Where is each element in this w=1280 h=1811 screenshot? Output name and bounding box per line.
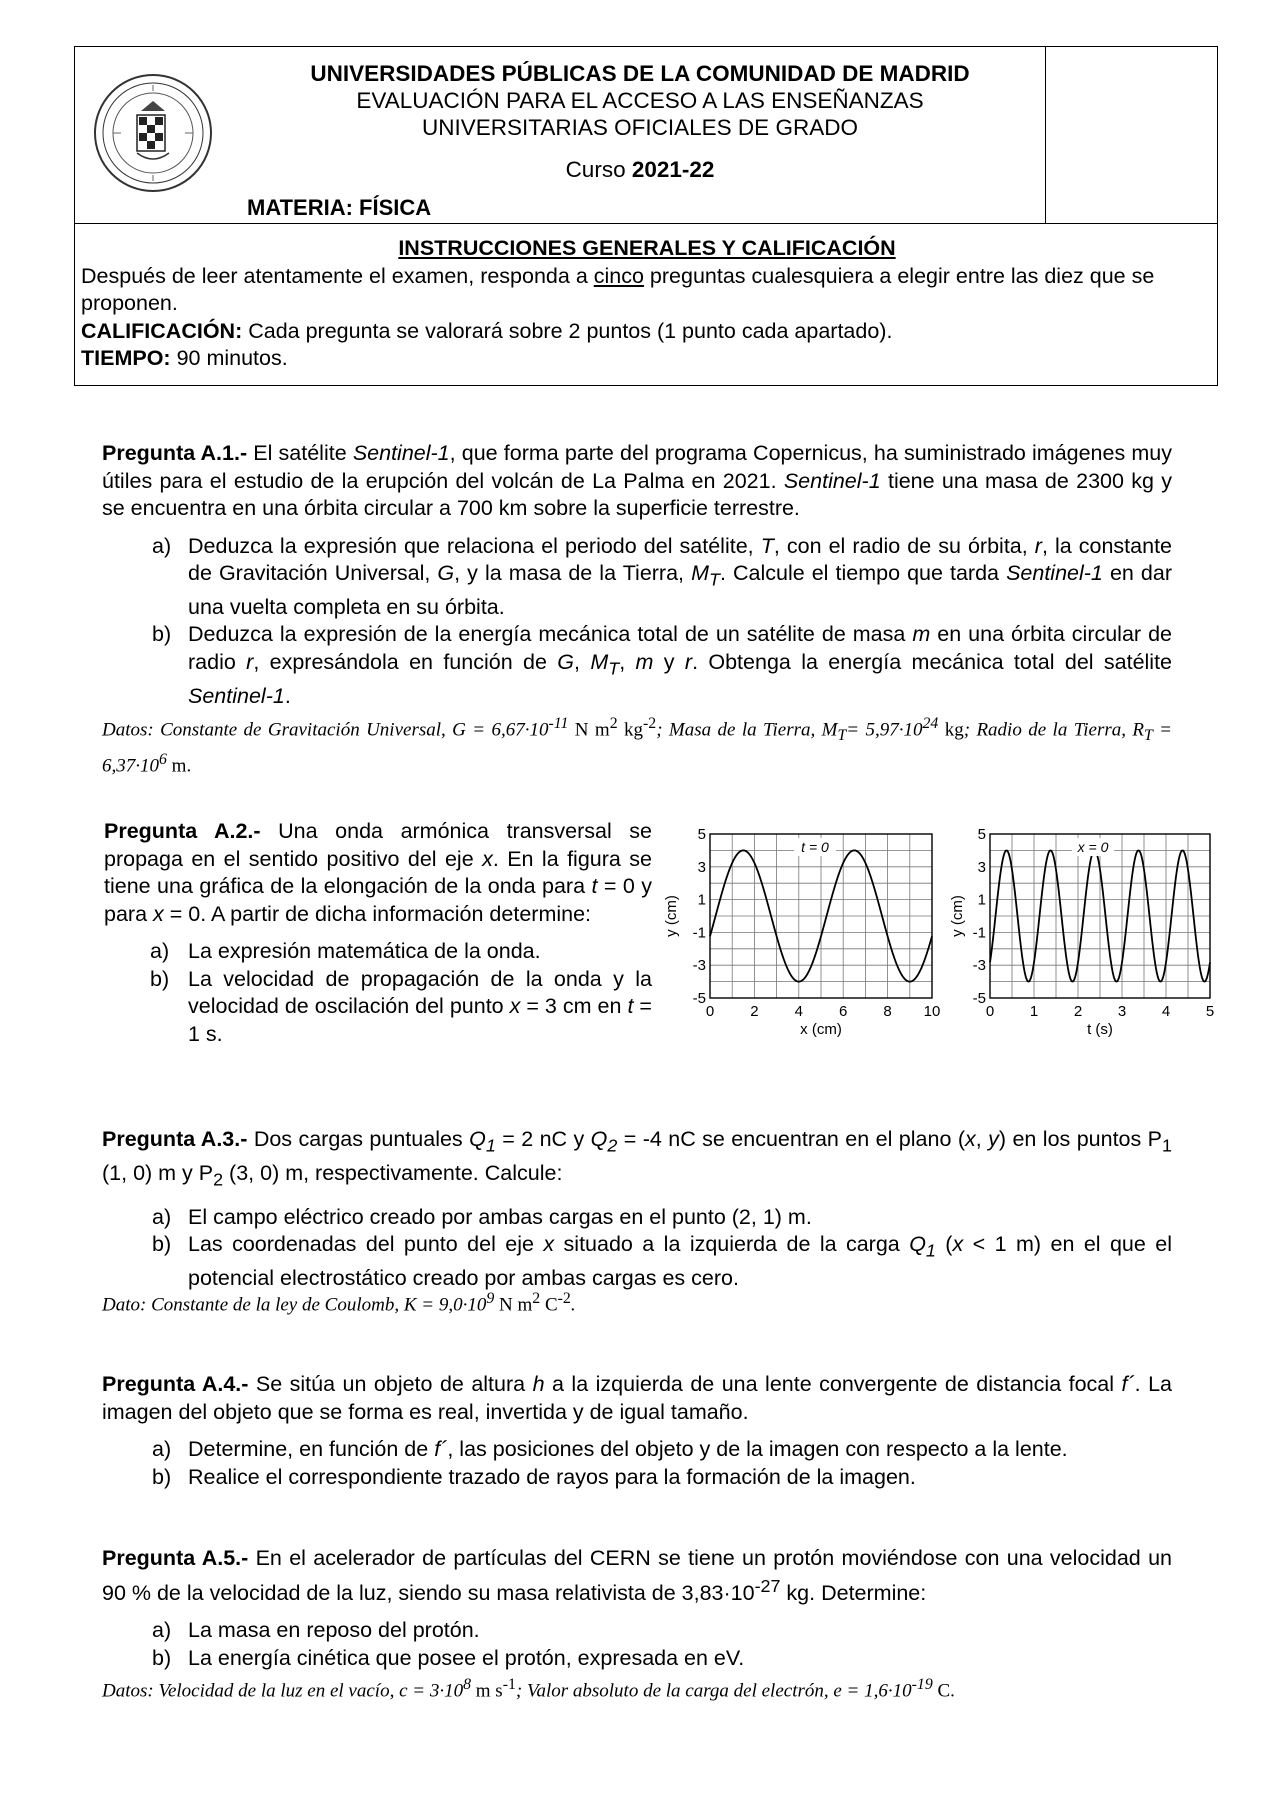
q1-d2: ; Masa de la Tierra, M [656, 719, 838, 741]
q1-a-sat: Sentinel-1 [1006, 561, 1103, 585]
q3-p1: 1 [1162, 1135, 1172, 1156]
q3-t2: = 2 nC y [495, 1127, 591, 1151]
q3-bQ1: 1 [925, 1240, 936, 1261]
q3-label: Pregunta A.3.- [102, 1127, 248, 1151]
time [81, 345, 1213, 373]
q1-a1: Deduzca la expresión que relaciona el periodo del satélite, [188, 533, 761, 558]
q2-t3: = 0 y para [104, 874, 652, 926]
q1-ar: r [1034, 533, 1042, 558]
y-tick-label: 1 [697, 891, 706, 909]
q4-f: f´ [1121, 1372, 1135, 1396]
university-seal-icon [91, 71, 215, 195]
x-tick-label: 2 [750, 1003, 759, 1020]
q4-label: Pregunta A.4.- [102, 1372, 249, 1396]
q5-d2: ; Valor absoluto de la carga del electrón, e = 1,6·10 [515, 1680, 912, 1702]
q4-b-mark: b) [152, 1464, 172, 1489]
q3-bx2: x [952, 1232, 964, 1257]
q1-d3-u: m. [166, 755, 192, 777]
q5-t1: En el acelerador de partículas del CERN se tiene un protón moviéndose con una velocidad un 90 % de la velocidad de la luz, siendo su masa relativista de 3,83·10 [102, 1546, 1172, 1605]
x-tick-label: 3 [1117, 1003, 1127, 1020]
q2-b-mark: b) [150, 966, 170, 991]
q3-b2: situado a la izquierda de la carga [554, 1232, 910, 1257]
header-right-cell [1045, 47, 1217, 223]
q3-b-mark: b) [152, 1232, 172, 1257]
subject: MATERIA: FÍSICA [247, 195, 432, 220]
q1-a3: , la constante de Gravitación Universal, [188, 533, 1173, 585]
wave-chart-t0 [662, 828, 952, 1060]
question-a4 [102, 1371, 1172, 1491]
q3-x: x [964, 1127, 976, 1151]
q4-b: Realice el correspondiente trazado de rayos para la formación de la imagen. [188, 1464, 916, 1489]
time-text: 90 minutos. [170, 346, 288, 370]
q1-aMsub: T [709, 569, 720, 590]
q5-items [102, 1617, 1172, 1672]
course-value: 2021-22 [631, 157, 715, 182]
x-axis-label: t (s) [1087, 1021, 1113, 1038]
q1-d2b: = 5,97·10 [846, 719, 923, 741]
q5-t2: kg. Determine: [780, 1580, 927, 1605]
q5-item-a [102, 1617, 1172, 1645]
q1-b-mark: b) [152, 622, 172, 647]
q1-statement [102, 440, 1172, 523]
q1-b5: , [619, 649, 636, 674]
y-tick-label: 3 [977, 858, 986, 876]
time-label: TIEMPO: [81, 346, 171, 370]
q3-item-a [102, 1204, 1172, 1232]
instr-underlined: cinco [593, 263, 644, 288]
question-a5 [102, 1545, 1172, 1672]
q2-bt: t [627, 994, 634, 1018]
q3-Qb: Q [590, 1127, 608, 1151]
y-tick-label: 3 [697, 858, 706, 876]
q2-a: La expresión matemática de la onda. [188, 939, 541, 963]
question-a3 [102, 1126, 1172, 1292]
q3-t1: Dos cargas puntuales [247, 1127, 470, 1151]
q5-d1-u: m s [471, 1680, 503, 1702]
wave-chart-x0 [948, 828, 1228, 1060]
header-line-1: UNIVERSIDADES PÚBLICAS DE LA COMUNIDAD DE MADRID [310, 61, 970, 86]
q3-y: y [988, 1127, 999, 1151]
q5-b-mark: b) [152, 1645, 172, 1670]
q2-label: Pregunta A.2.- [104, 819, 261, 843]
q4-a-mark: a) [152, 1437, 172, 1461]
q1-b3: , expresándola en función de [253, 649, 558, 674]
q2-x: x [482, 846, 493, 871]
q5-b: La energía cinética que posee el protón, expresada en eV. [188, 1645, 745, 1670]
q1-b8: . [284, 683, 291, 708]
q1-d1: Datos: Constante de Gravitación Universal, G = 6,67·10 [102, 719, 549, 741]
x-tick-label: 10 [923, 1003, 941, 1020]
q1-bM: M [590, 649, 609, 674]
q1-b1: Deduzca la expresión de la energía mecánica total de un satélite de masa [188, 622, 913, 647]
q1-d1-exp: -11 [548, 715, 569, 732]
x-tick-label: 0 [985, 1003, 995, 1020]
q3-p2: 2 [213, 1169, 224, 1190]
q3-t4: , [975, 1127, 989, 1151]
q3-b1: Las coordenadas del punto del eje [188, 1232, 544, 1257]
q3-b4: < 1 m) en el que el potencial electrostático creado por ambas cargas es cero. [188, 1232, 1173, 1290]
x-tick-label: 1 [1029, 1003, 1039, 1020]
q3-t5: ) en los puntos P [998, 1127, 1163, 1151]
q2-item-a [104, 938, 652, 966]
q2-item-b [104, 966, 652, 1049]
q5-d2-exp: -19 [911, 1676, 933, 1693]
y-tick-label: -3 [972, 957, 986, 975]
x-tick-label: 0 [705, 1003, 715, 1020]
q1-a4: , y la masa de la Tierra, [454, 561, 692, 585]
y-tick-label: 1 [977, 891, 986, 909]
y-tick-label: -5 [692, 990, 706, 1007]
instructions-title: INSTRUCCIONES GENERALES Y CALIFICACIÓN [398, 236, 896, 260]
q2-a-mark: a) [150, 939, 170, 963]
q1-b2: en una órbita circular de radio [188, 622, 1172, 674]
course [235, 156, 1045, 183]
q1-b6: y [653, 649, 685, 674]
q1-bG: G [557, 649, 574, 674]
q3-a: El campo eléctrico creado por ambas cargas en el punto (2, 1) m. [188, 1204, 812, 1229]
q3-t6: (1, 0) m y P [102, 1160, 214, 1185]
q1-b4: , [574, 649, 591, 674]
q1-d3-sub: T [1143, 727, 1153, 745]
q1-d2-exp: 24 [922, 715, 939, 732]
x-tick-label: 6 [839, 1003, 848, 1020]
y-tick-label: -1 [692, 924, 706, 942]
q1-a-mark: a) [152, 533, 172, 558]
header-top [75, 47, 1217, 224]
q4-h: h [532, 1372, 545, 1396]
header-line-2: EVALUACIÓN PARA EL ACCESO A LAS ENSEÑANZAS [356, 88, 924, 113]
grading-label: CALIFICACIÓN: [81, 318, 243, 343]
q3-a-mark: a) [152, 1204, 172, 1229]
q1-t3: tiene una masa de 2300 kg y se encuentra en una órbita circular a 700 km sobre la superficie terrestre. [102, 468, 1172, 520]
q1-bm: m [912, 622, 931, 647]
q1-d1-u: N m [568, 719, 610, 741]
y-tick-label: 5 [977, 828, 986, 843]
q3-d-u4: -2 [557, 1290, 571, 1307]
q1-bm2: m [635, 649, 654, 674]
y-tick-label: 5 [697, 828, 706, 843]
y-axis-label: y (cm) [663, 895, 680, 937]
q1-aT: T [760, 533, 774, 558]
q4-items [102, 1436, 1172, 1491]
q1-sat2: Sentinel-1 [783, 468, 881, 493]
chart-annotation: t = 0 [801, 839, 829, 855]
q5-d2-u: C. [932, 1680, 955, 1702]
q4-t3: . La imagen del objeto que se forma es real, invertida y de igual tamaño. [102, 1372, 1172, 1424]
q4-a2: , las posiciones del objeto y de la imagen con respecto a la lente. [447, 1437, 1068, 1461]
instr-text-a: Después de leer atentamente el examen, responda a [81, 263, 594, 288]
instructions-text [81, 263, 1213, 318]
q3-d-end: . [570, 1294, 576, 1316]
q5-label: Pregunta A.5.- [102, 1546, 249, 1570]
chart-annotation: x = 0 [1077, 839, 1109, 855]
q3-d-u2: 2 [532, 1290, 541, 1307]
q2-b3: = 1 s. [188, 994, 652, 1046]
header-box [74, 46, 1218, 386]
q1-t2: , que forma parte del programa Copernicus, ha suministrado imágenes muy útiles para el estudio de la erupción del volcán de La Palma en 2021. [102, 441, 1172, 493]
q2-x2: x [153, 901, 164, 926]
q3-b3: ( [935, 1232, 953, 1257]
q1-items [102, 533, 1172, 711]
q1-d1-u4: -2 [643, 715, 657, 732]
header-line-3: UNIVERSITARIAS OFICIALES DE GRADO [422, 115, 858, 140]
q5-a-mark: a) [152, 1618, 172, 1643]
y-axis-label: y (cm) [949, 895, 966, 937]
question-a2 [104, 818, 652, 1048]
q2-bx: x [509, 994, 521, 1018]
x-tick-label: 4 [1161, 1003, 1171, 1020]
q1-sat: Sentinel-1 [352, 441, 450, 465]
q1-br2: r [684, 649, 693, 674]
q5-d1: Datos: Velocidad de la luz en el vacío, c = 3·10 [102, 1680, 464, 1702]
q1-bMsub: T [608, 658, 620, 679]
q2-t2: . En la figura se tiene una gráfica de la elongación de la onda para [104, 846, 652, 898]
q3-t7: (3, 0) m, respectivamente. Calcule: [223, 1160, 563, 1185]
q1-d1-u2: 2 [609, 715, 618, 732]
q1-label: Pregunta A.1.- [102, 441, 248, 465]
x-tick-label: 8 [883, 1003, 892, 1020]
q1-d1-u3: kg [617, 719, 643, 741]
q1-item-b [102, 621, 1172, 710]
q1-a2: , con el radio de su órbita, [773, 533, 1035, 558]
q1-br: r [246, 649, 254, 674]
q2-t1: Una onda armónica transversal se propaga en el sentido positivo del eje [104, 819, 653, 871]
q5-statement [102, 1545, 1172, 1607]
q3-Q1: 1 [485, 1135, 496, 1156]
q2-b2: = 3 cm en [520, 994, 628, 1018]
grading [81, 318, 1213, 346]
q3-statement [102, 1126, 1172, 1194]
course-label: Curso [565, 157, 632, 182]
q1-d3b: = 6,37·10 [102, 719, 1173, 777]
q1-aG: G [437, 561, 455, 585]
q4-item-a [102, 1436, 1172, 1464]
q1-d3-exp: 6 [159, 751, 167, 769]
q3-t3: = -4 nC se encuentran en el plano ( [617, 1127, 965, 1151]
q2-t4: = 0. A partir de dicha información determine: [163, 901, 592, 926]
instructions [81, 235, 1213, 373]
q1-a6: en dar una vuelta completa en su órbita. [188, 561, 1172, 619]
q5-a: La masa en reposo del protón. [188, 1618, 480, 1643]
q2-b1: La velocidad de propagación de la onda y la velocidad de oscilación del punto [188, 966, 652, 1018]
q2-items [104, 938, 652, 1048]
q2-statement [104, 818, 652, 928]
q3-items [102, 1204, 1172, 1293]
q4-af: f´ [434, 1437, 448, 1461]
q5-exp: -27 [754, 1575, 781, 1596]
q3-item-b [102, 1231, 1172, 1292]
y-tick-label: -1 [972, 924, 986, 942]
y-tick-label: -3 [692, 957, 706, 975]
instr-text-b: preguntas cualesquiera a elegir entre las diez que se proponen. [81, 263, 1155, 315]
question-a1 [102, 440, 1172, 710]
x-tick-label: 2 [1073, 1003, 1083, 1020]
q4-statement [102, 1371, 1172, 1426]
y-tick-label: -5 [972, 990, 986, 1007]
q3-bQ: Q [909, 1232, 926, 1257]
q3-d-u3: C [540, 1294, 558, 1316]
q2-t: t [591, 874, 598, 898]
q1-item-a [102, 533, 1172, 622]
q1-d2-u: kg [938, 719, 964, 741]
q4-t1: Se sitúa un objeto de altura [248, 1372, 533, 1396]
q4-item-b [102, 1464, 1172, 1492]
x-tick-label: 4 [794, 1003, 803, 1020]
q1-t1: El satélite [247, 441, 353, 465]
q1-d2-sub: T [837, 727, 847, 745]
grading-text: Cada pregunta se valorará sobre 2 puntos (1 punto cada apartado). [242, 318, 893, 343]
q1-b7: . Obtenga la energía mecánica total del satélite [692, 649, 1173, 674]
q3-data [102, 1287, 1172, 1317]
q5-item-b [102, 1645, 1172, 1673]
q1-b-sat: Sentinel-1 [188, 683, 285, 708]
x-tick-label: 5 [1205, 1003, 1215, 1020]
q3-d-exp: 9 [486, 1290, 495, 1307]
q5-data [102, 1673, 1172, 1703]
q3-d: Dato: Constante de la ley de Coulomb, K = 9,0·10 [102, 1294, 487, 1316]
q1-a5: . Calcule el tiempo que tarda [719, 561, 1007, 585]
q5-d1-u2: -1 [502, 1676, 516, 1693]
q1-d3: ; Radio de la Tierra, R [963, 719, 1144, 741]
q3-Q2: 2 [607, 1135, 618, 1156]
q3-bx: x [543, 1232, 555, 1257]
q3-Q: Q [469, 1127, 486, 1151]
x-axis-label: x (cm) [800, 1021, 842, 1038]
q5-d1-exp: 8 [463, 1676, 471, 1693]
q1-aM: M [691, 561, 709, 585]
q1-data [102, 712, 1172, 778]
q4-a1: Determine, en función de [188, 1437, 435, 1461]
q4-t2: a la izquierda de una lente convergente de distancia focal [544, 1372, 1122, 1396]
q3-d-u: N m [494, 1294, 533, 1316]
